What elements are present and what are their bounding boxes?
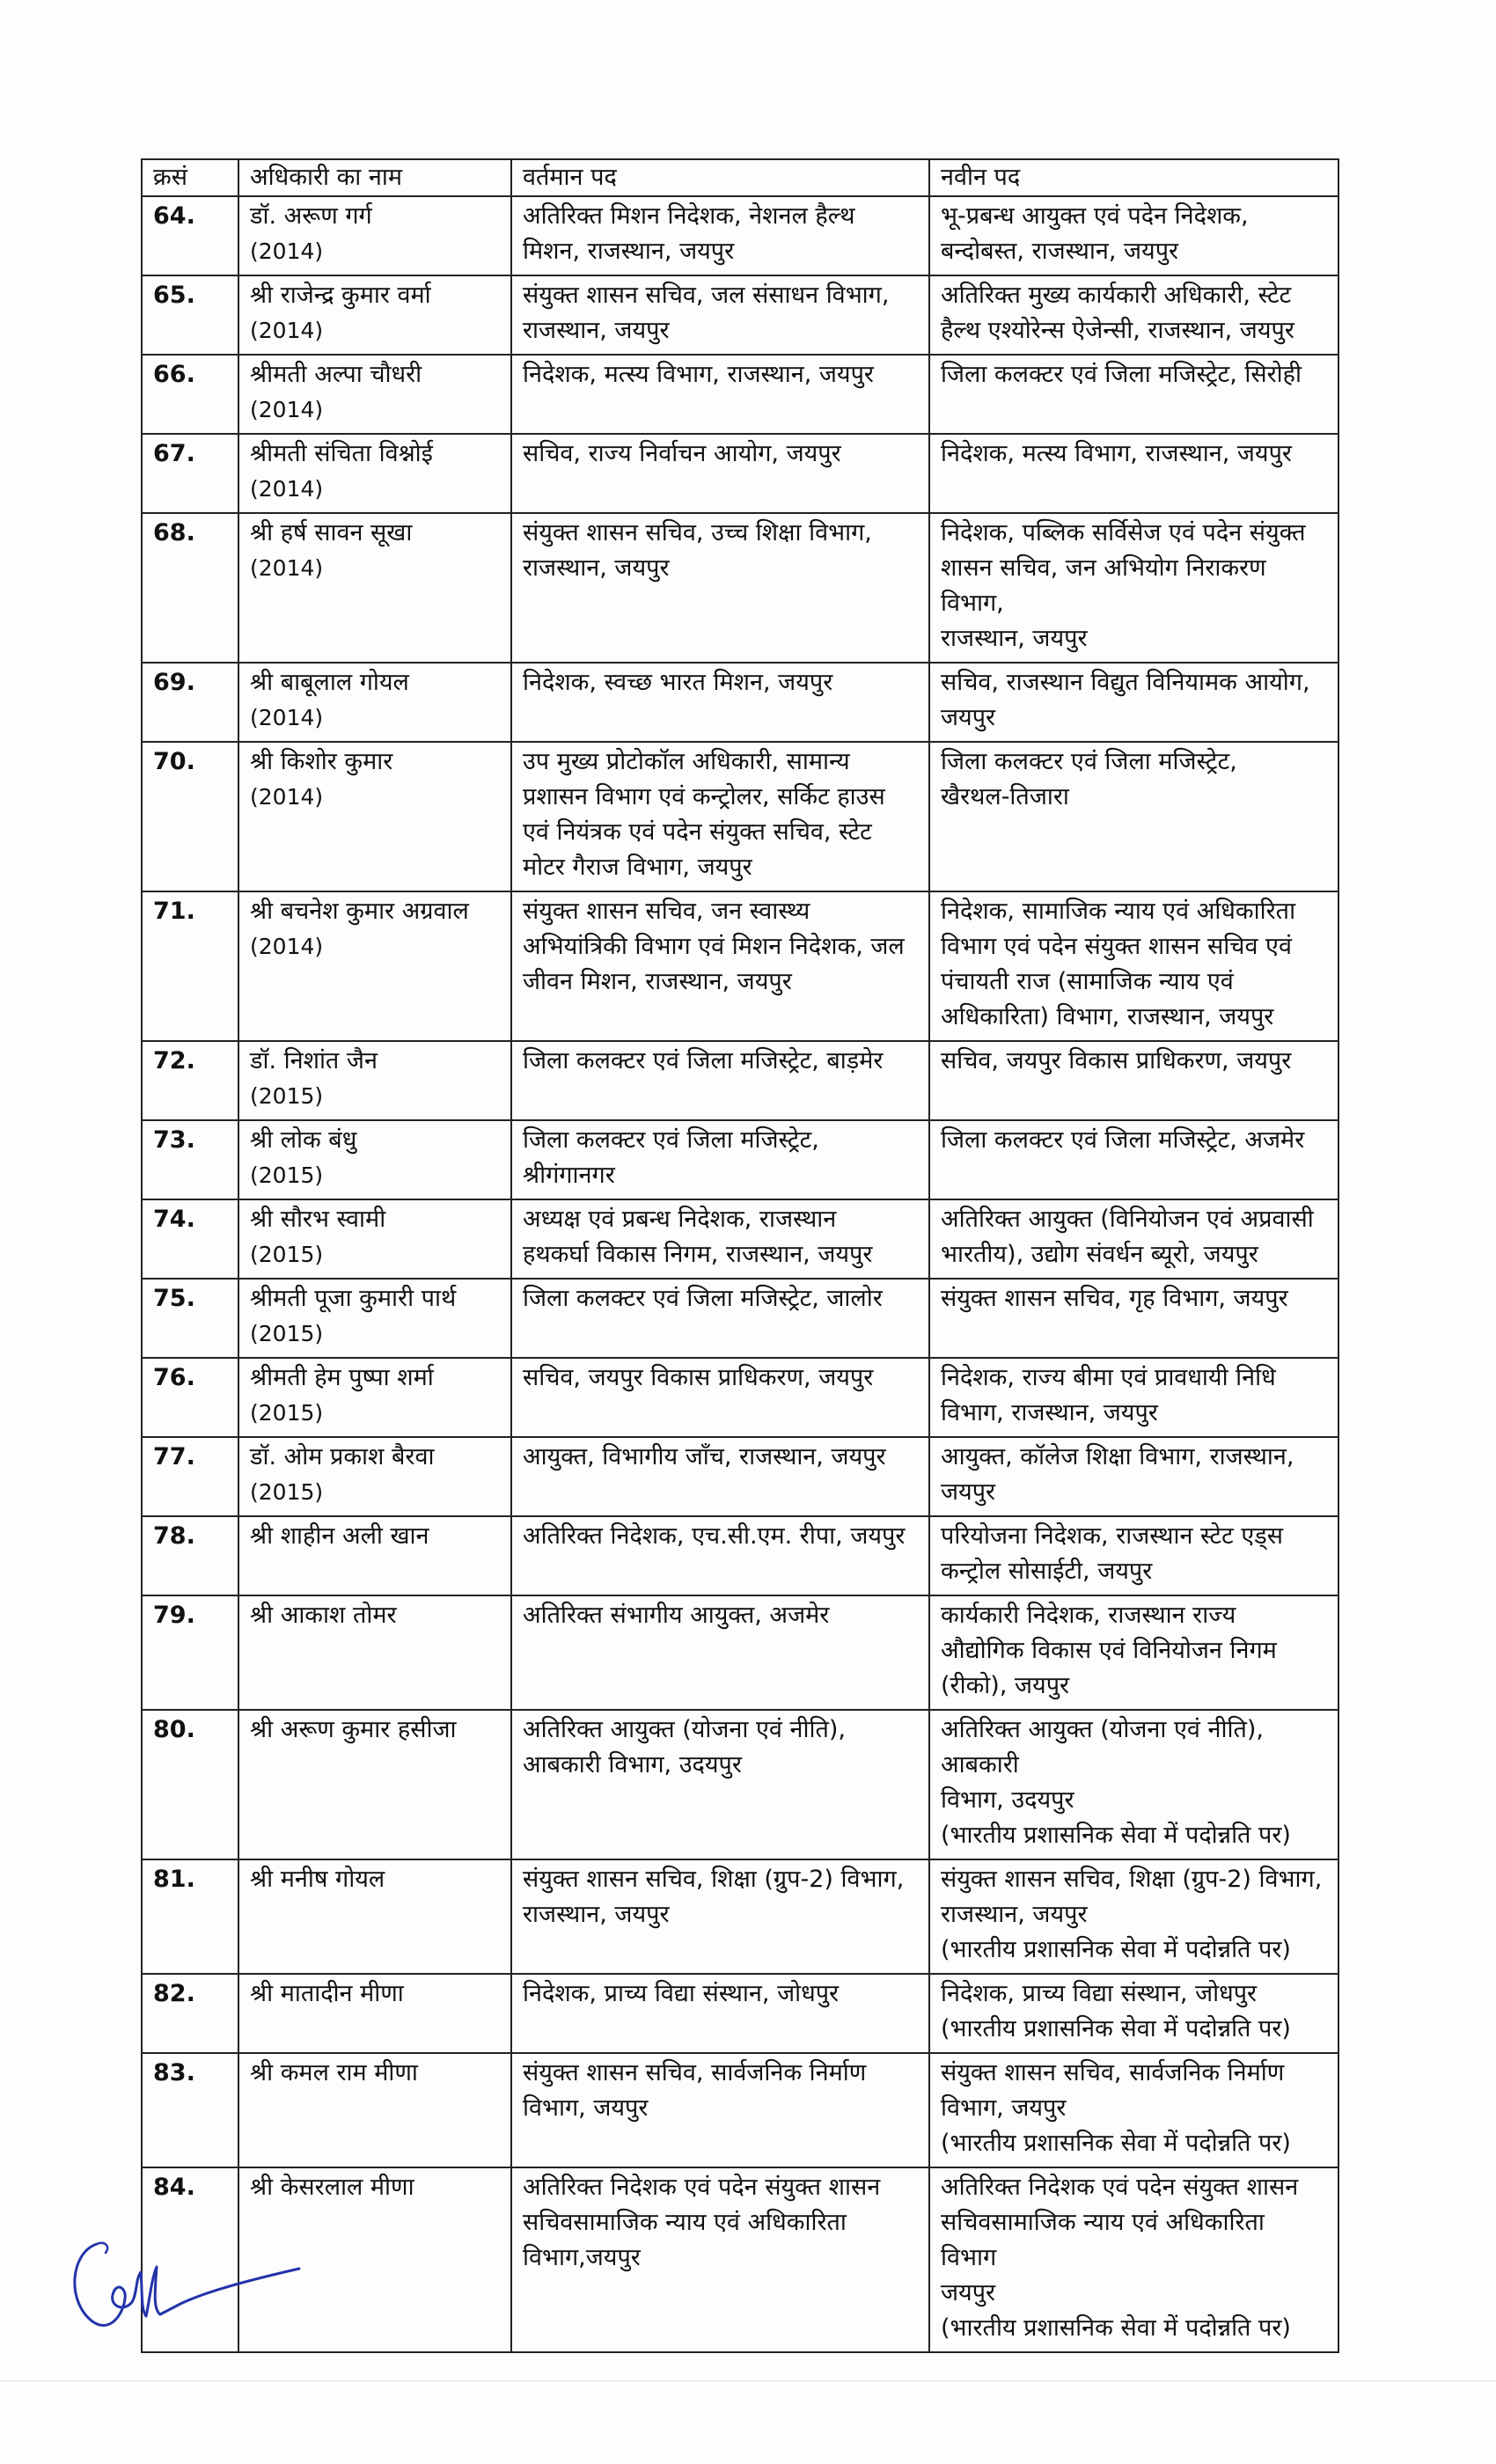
current-post-cell [511,1437,929,1516]
new-post-cell [929,355,1338,434]
officer-cell [238,1041,511,1120]
current-post-cell [511,2053,929,2167]
officer-cell [238,1199,511,1279]
serial-number: 73. [142,1120,238,1199]
current-post-line: अतिरिक्त निदेशक, एच.सी.एम. रीपा, जयपुर [523,1522,906,1550]
promotion-note: (भारतीय प्रशासनिक सेवा में पदोन्नति पर) [941,1936,1291,1963]
table-row [142,355,1338,434]
new-post-line: भारतीय), उद्योग संवर्धन ब्यूरो, जयपुर [941,1241,1258,1268]
current-post-line: मिशन, राजस्थान, जयपुर [523,238,735,265]
new-post-cell [929,742,1338,891]
current-post-line: राजस्थान, जयपुर [523,317,670,344]
current-post-line: सचिव, जयपुर विकास प्राधिकरण, जयपुर [523,1364,874,1391]
current-post-line: संयुक्त शासन सचिव, सार्वजनिक निर्माण [523,2059,867,2086]
officer-name: श्रीमती संचिता विश्नोई [250,440,433,467]
new-post-line: संयुक्त शासन सचिव, गृह विभाग, जयपुर [941,1285,1288,1312]
current-post-line: अध्यक्ष एवं प्रबन्ध निदेशक, राजस्थान [523,1206,837,1233]
current-post-line: संयुक्त शासन सचिव, जल संसाधन विभाग, [523,282,890,309]
officer-name: श्री आकाश तोमर [250,1602,397,1629]
table-row [142,1279,1338,1358]
current-post-line: जीवन मिशन, राजस्थान, जयपुर [523,968,792,995]
current-post-cell [511,434,929,513]
current-post-line: जिला कलक्टर एवं जिला मजिस्ट्रेट, [523,1126,819,1154]
new-post-cell [929,1710,1338,1859]
officer-name: श्रीमती पूजा कुमारी पार्थ [250,1285,457,1312]
officer-name: श्रीमती हेम पुष्पा शर्मा [250,1364,434,1391]
new-post-cell [929,275,1338,355]
officer-name: डॉ. निशांत जैन [250,1047,378,1074]
serial-number: 83. [142,2053,238,2167]
current-post-cell [511,275,929,355]
table-body [142,196,1338,2352]
current-post-cell [511,1120,929,1199]
serial-number: 70. [142,742,238,891]
new-post-line: पंचायती राज (सामाजिक न्याय एवं [941,968,1234,995]
current-post-line: अतिरिक्त आयुक्त (योजना एवं नीति), [523,1716,846,1743]
officer-cell [238,1974,511,2053]
current-post-cell [511,742,929,891]
serial-number: 72. [142,1041,238,1120]
new-post-line: राजस्थान, जयपुर [941,625,1088,652]
current-post-line: अतिरिक्त संभागीय आयुक्त, अजमेर [523,1602,830,1629]
new-post-cell [929,663,1338,742]
current-post-line: निदेशक, स्वच्छ भारत मिशन, जयपुर [523,669,833,696]
current-post-line: राजस्थान, जयपुर [523,554,670,582]
new-post-cell [929,1595,1338,1710]
current-post-line: विभाग,जयपुर [523,2244,641,2271]
officer-name: श्री किशोर कुमार [250,748,393,775]
table-row [142,1595,1338,1710]
batch-year: (2015) [250,1479,324,1505]
current-post-line: विभाग, जयपुर [523,2094,649,2122]
table-row [142,1710,1338,1859]
officer-name: श्री बचनेश कुमार अग्रवाल [250,898,469,925]
batch-year: (2014) [250,784,324,810]
new-post-line: निदेशक, पब्लिक सर्विसेज एवं पदेन संयुक्त [941,519,1306,546]
serial-number: 66. [142,355,238,434]
serial-number: 82. [142,1974,238,2053]
table-row [142,1516,1338,1595]
current-post-cell [511,1358,929,1437]
current-post-line: निदेशक, प्राच्य विद्या संस्थान, जोधपुर [523,1980,840,2007]
table-row [142,434,1338,513]
header-officer-name: अधिकारी का नाम [238,159,511,196]
batch-year: (2014) [250,705,324,730]
new-post-cell [929,891,1338,1041]
new-post-line: आयुक्त, कॉलेज शिक्षा विभाग, राजस्थान, [941,1443,1294,1470]
current-post-line: मोटर गैराज विभाग, जयपुर [523,854,752,881]
new-post-cell [929,1358,1338,1437]
serial-number: 68. [142,513,238,663]
serial-number: 84. [142,2167,238,2352]
current-post-cell [511,513,929,663]
officer-cell [238,275,511,355]
current-post-cell [511,891,929,1041]
new-post-line: भू-प्रबन्ध आयुक्त एवं पदेन निदेशक, [941,202,1249,230]
new-post-line: परियोजना निदेशक, राजस्थान स्टेट एड्स [941,1522,1283,1550]
new-post-line: राजस्थान, जयपुर [941,1901,1088,1928]
table-row [142,513,1338,663]
batch-year: (2015) [250,1321,324,1346]
current-post-line: उप मुख्य प्रोटोकॉल अधिकारी, सामान्य [523,748,850,775]
serial-number: 76. [142,1358,238,1437]
current-post-cell [511,1595,929,1710]
officer-name: श्री कमल राम मीणा [250,2059,418,2086]
table-row [142,1358,1338,1437]
officer-name: श्री हर्ष सावन सूखा [250,519,413,546]
officer-cell [238,2053,511,2167]
batch-year: (2015) [250,1400,324,1426]
new-post-cell [929,1041,1338,1120]
current-post-cell [511,1710,929,1859]
current-post-cell [511,663,929,742]
new-post-line: हैल्थ एश्योरेन्स ऐजेन्सी, राजस्थान, जयपुर [941,317,1294,344]
current-post-line: एवं नियंत्रक एवं पदेन संयुक्त सचिव, स्टेट [523,818,872,846]
current-post-line: प्रशासन विभाग एवं कन्ट्रोलर, सर्किट हाउस [523,783,885,810]
new-post-cell [929,1859,1338,1974]
current-post-line: सचिव, राज्य निर्वाचन आयोग, जयपुर [523,440,841,467]
batch-year: (2014) [250,476,324,502]
batch-year: (2014) [250,555,324,581]
new-post-line: अतिरिक्त मुख्य कार्यकारी अधिकारी, स्टेट [941,282,1292,309]
table-row [142,1041,1338,1120]
new-post-line: निदेशक, राज्य बीमा एवं प्रावधायी निधि [941,1364,1276,1391]
header-serial: क्रसं [142,159,238,196]
officer-cell [238,1120,511,1199]
serial-number: 75. [142,1279,238,1358]
new-post-line: सचिव, राजस्थान विद्युत विनियामक आयोग, [941,669,1310,696]
new-post-line: अतिरिक्त निदेशक एवं पदेन संयुक्त शासन [941,2174,1299,2201]
new-post-line: जिला कलक्टर एवं जिला मजिस्ट्रेट, [941,748,1237,775]
batch-year: (2015) [250,1162,324,1188]
new-post-cell [929,513,1338,663]
current-post-line: श्रीगंगानगर [523,1162,615,1189]
header-current-post: वर्तमान पद [511,159,929,196]
serial-number: 79. [142,1595,238,1710]
current-post-cell [511,1279,929,1358]
table-row [142,1199,1338,1279]
current-post-line: अभियांत्रिकी विभाग एवं मिशन निदेशक, जल [523,933,905,960]
officer-cell [238,663,511,742]
new-post-line: विभाग, राजस्थान, जयपुर [941,1399,1158,1426]
officer-cell [238,1595,511,1710]
current-post-line: संयुक्त शासन सचिव, शिक्षा (ग्रुप-2) विभाग, [523,1866,905,1893]
new-post-line: कार्यकारी निदेशक, राजस्थान राज्य [941,1602,1236,1629]
table-row [142,1437,1338,1516]
promotion-note: (भारतीय प्रशासनिक सेवा में पदोन्नति पर) [941,2015,1291,2042]
new-post-cell [929,2167,1338,2352]
signature-mark [62,2218,317,2341]
officer-name: श्री राजेन्द्र कुमार वर्मा [250,282,431,309]
table-row [142,1120,1338,1199]
officer-cell [238,742,511,891]
current-post-line: जिला कलक्टर एवं जिला मजिस्ट्रेट, जालोर [523,1285,883,1312]
new-post-line: संयुक्त शासन सचिव, सार्वजनिक निर्माण [941,2059,1285,2086]
batch-year: (2014) [250,934,324,959]
new-post-cell [929,196,1338,275]
new-post-line: सचिवसामाजिक न्याय एवं अधिकारिता विभाग [941,2209,1265,2271]
officer-name: श्री बाबूलाल गोयल [250,669,409,696]
table-row [142,2053,1338,2167]
current-post-cell [511,1199,929,1279]
new-post-line: अतिरिक्त आयुक्त (विनियोजन एवं अप्रवासी [941,1206,1314,1233]
officer-name: श्री अरूण कुमार हसीजा [250,1716,457,1743]
officer-name: श्री लोक बंधु [250,1126,357,1154]
new-post-line: संयुक्त शासन सचिव, शिक्षा (ग्रुप-2) विभाग, [941,1866,1323,1893]
serial-number: 77. [142,1437,238,1516]
officer-cell [238,1279,511,1358]
current-post-line: आबकारी विभाग, उदयपुर [523,1751,742,1778]
page-bottom-rule [0,2380,1496,2381]
table-row [142,196,1338,275]
promotion-note: (भारतीय प्रशासनिक सेवा में पदोन्नति पर) [941,2314,1291,2342]
new-post-line: जिला कलक्टर एवं जिला मजिस्ट्रेट, सिरोही [941,361,1302,388]
officer-cell [238,196,511,275]
current-post-line: निदेशक, मत्स्य विभाग, राजस्थान, जयपुर [523,361,874,388]
new-post-line: जयपुर [941,1478,996,1506]
current-post-cell [511,2167,929,2352]
promotion-note: (भारतीय प्रशासनिक सेवा में पदोन्नति पर) [941,2130,1291,2157]
new-post-line: निदेशक, प्राच्य विद्या संस्थान, जोधपुर [941,1980,1258,2007]
table-row [142,275,1338,355]
new-post-cell [929,1974,1338,2053]
officer-cell [238,1859,511,1974]
current-post-line: अतिरिक्त निदेशक एवं पदेन संयुक्त शासन [523,2174,881,2201]
promotion-note: (भारतीय प्रशासनिक सेवा में पदोन्नति पर) [941,1822,1291,1849]
new-post-cell [929,2053,1338,2167]
current-post-line: जिला कलक्टर एवं जिला मजिस्ट्रेट, बाड़मेर [523,1047,884,1074]
officer-cell [238,891,511,1041]
table-row [142,891,1338,1041]
officer-name: डॉ. अरूण गर्ग [250,202,372,230]
current-post-line: हथकर्घा विकास निगम, राजस्थान, जयपुर [523,1241,873,1268]
officer-cell [238,513,511,663]
current-post-line: राजस्थान, जयपुर [523,1901,670,1928]
new-post-cell [929,434,1338,513]
batch-year: (2014) [250,238,324,264]
current-post-cell [511,196,929,275]
batch-year: (2015) [250,1242,324,1267]
new-post-cell [929,1120,1338,1199]
serial-number: 67. [142,434,238,513]
new-post-cell [929,1437,1338,1516]
current-post-line: अतिरिक्त मिशन निदेशक, नेशनल हैल्थ [523,202,855,230]
new-post-line: कन्ट्रोल सोसाईटी, जयपुर [941,1558,1153,1585]
new-post-line: निदेशक, मत्स्य विभाग, राजस्थान, जयपुर [941,440,1292,467]
current-post-line: संयुक्त शासन सचिव, उच्च शिक्षा विभाग, [523,519,872,546]
new-post-line: अतिरिक्त आयुक्त (योजना एवं नीति), आबकारी [941,1716,1264,1778]
current-post-cell [511,355,929,434]
officer-name: श्री मनीष गोयल [250,1866,385,1893]
current-post-line: सचिवसामाजिक न्याय एवं अधिकारिता [523,2209,847,2236]
new-post-line: जयपुर [941,2279,996,2306]
current-post-line: आयुक्त, विभागीय जाँच, राजस्थान, जयपुर [523,1443,886,1470]
new-post-line: निदेशक, सामाजिक न्याय एवं अधिकारिता [941,898,1296,925]
new-post-line: विभाग, उदयपुर [941,1786,1074,1814]
current-post-cell [511,1516,929,1595]
table-row [142,1974,1338,2053]
serial-number: 64. [142,196,238,275]
new-post-line: शासन सचिव, जन अभियोग निराकरण विभाग, [941,554,1266,617]
batch-year: (2014) [250,318,324,343]
current-post-line: संयुक्त शासन सचिव, जन स्वास्थ्य [523,898,810,925]
batch-year: (2014) [250,397,324,422]
table-row [142,1859,1338,1974]
officer-cell [238,355,511,434]
serial-number: 80. [142,1710,238,1859]
officer-name: श्री केसरलाल मीणा [250,2174,414,2201]
officer-cell [238,1710,511,1859]
officer-name: डॉ. ओम प्रकाश बैरवा [250,1443,435,1470]
officer-cell [238,434,511,513]
batch-year: (2015) [250,1083,324,1109]
serial-number: 81. [142,1859,238,1974]
officer-name: श्री मातादीन मीणा [250,1980,404,2007]
table-row [142,2167,1338,2352]
new-post-line: विभाग, जयपुर [941,2094,1067,2122]
new-post-cell [929,1279,1338,1358]
new-post-cell [929,1516,1338,1595]
current-post-cell [511,1974,929,2053]
current-post-cell [511,1859,929,1974]
serial-number: 71. [142,891,238,1041]
officer-cell [238,1358,511,1437]
serial-number: 78. [142,1516,238,1595]
new-post-line: अधिकारिता) विभाग, राजस्थान, जयपुर [941,1003,1274,1030]
serial-number: 65. [142,275,238,355]
officer-name: श्री शाहीन अली खान [250,1522,429,1550]
officer-cell [238,1437,511,1516]
serial-number: 69. [142,663,238,742]
table-row [142,742,1338,891]
current-post-cell [511,1041,929,1120]
header-new-post: नवीन पद [929,159,1338,196]
table-header-row [142,159,1338,196]
new-post-line: सचिव, जयपुर विकास प्राधिकरण, जयपुर [941,1047,1292,1074]
serial-number: 74. [142,1199,238,1279]
new-post-line: जयपुर [941,704,996,731]
officer-cell [238,1516,511,1595]
new-post-cell [929,1199,1338,1279]
officer-name: श्री सौरभ स्वामी [250,1206,386,1233]
new-post-line: औद्योगिक विकास एवं विनियोजन निगम [941,1637,1277,1664]
new-post-line: जिला कलक्टर एवं जिला मजिस्ट्रेट, अजमेर [941,1126,1305,1154]
new-post-line: विभाग एवं पदेन संयुक्त शासन सचिव एवं [941,933,1292,960]
transfer-table [141,158,1339,2353]
new-post-line: (रीको), जयपुर [941,1672,1070,1699]
new-post-line: खैरथल-तिजारा [941,783,1069,810]
table-row [142,663,1338,742]
officer-name: श्रीमती अल्पा चौधरी [250,361,422,388]
new-post-line: बन्दोबस्त, राजस्थान, जयपुर [941,238,1179,265]
